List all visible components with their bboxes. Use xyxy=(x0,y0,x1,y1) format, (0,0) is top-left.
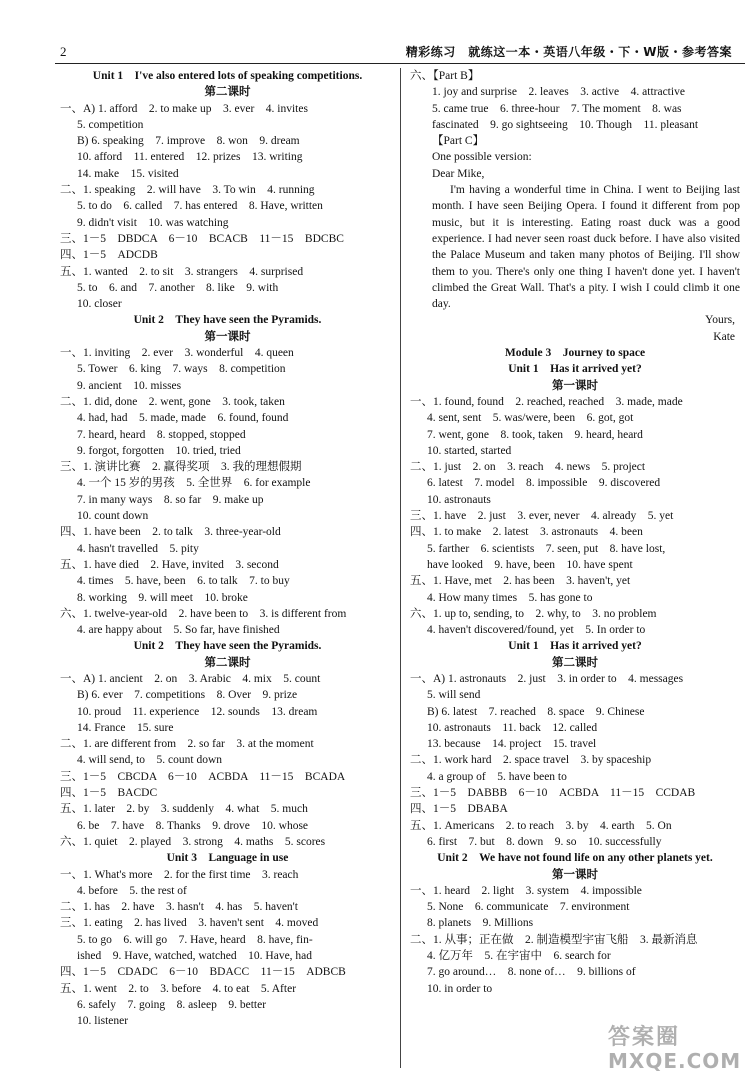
answer-line: 5. to go 6. will go 7. Have, heard 8. have, fin- xyxy=(77,933,313,946)
answer-line: 二、1. speaking 2. will have 3. To win 4. running xyxy=(60,184,315,197)
answer-line: 4. times 5. have, been 6. to talk 7. to buy xyxy=(77,575,290,588)
right-column-top xyxy=(410,68,740,182)
section-heading: Module 3 Journey to space xyxy=(504,347,646,360)
answer-line: 10. closer xyxy=(77,298,122,311)
answer-line: 6. safely 7. going 8. asleep 9. better xyxy=(77,998,267,1011)
answer-line: 8. planets 9. Millions xyxy=(427,917,534,930)
answer-line: 二、1. 从事；正在做 2. 制造模型宇宙飞船 3. 最新消息 xyxy=(410,933,698,946)
answer-line: 4. a group of 5. have been to xyxy=(427,770,567,783)
right-column xyxy=(410,68,740,997)
section-heading: 第一课时 xyxy=(204,330,251,343)
answer-line: 10. started, started xyxy=(427,444,512,457)
answer-line: 6. first 7. but 8. down 9. so 10. successfully xyxy=(427,835,662,848)
section-heading: 第二课时 xyxy=(204,656,251,669)
section-heading: 第一课时 xyxy=(552,868,598,881)
answer-line: 六、1. quiet 2. played 3. strong 4. maths 5. scores xyxy=(60,835,326,848)
answer-line: 一、1. found, found 2. reached, reached 3. made, made xyxy=(410,395,683,408)
letter-body: I'm having a wonderful time in China. I went to Beijing last month. I have seen Beijing Opera. I found it different from pop music, but it is interesting. Eating roast duck was a good experience. I had never seen roast duck before. I have also visited the Palace Museum and taken many photos of Beijing. I'll show them to you. There's only one thing I haven't done yet. I haven't climbed the Great Wall. That's a pity. I wish I could climb it one day. xyxy=(432,184,740,311)
answer-line: 六、1. up to, sending, to 2. why, to 3. no problem xyxy=(410,607,657,620)
answer-line: 三、1－5 CBCDA 6－10 ACBDA 11－15 BCADA xyxy=(60,770,346,783)
answer-line: 五、1. wanted 2. to sit 3. strangers 4. surprised xyxy=(60,265,304,278)
answer-line: 4. haven't discovered/found, yet 5. In order to xyxy=(427,624,646,637)
answer-line: 4. 一个 15 岁的男孩 5. 全世界 6. for example xyxy=(77,477,311,490)
answer-line: 三、1. eating 2. has lived 3. haven't sent 4. moved xyxy=(60,917,319,930)
answer-line: 4. hasn't travelled 5. pity xyxy=(77,542,199,555)
answer-line: have looked 9. have, been 10. have spent xyxy=(427,558,633,571)
answer-line: 6. be 7. have 8. Thanks 9. drove 10. whose xyxy=(77,819,309,832)
answer-line: 5. competition xyxy=(77,118,144,131)
section-heading: Unit 1 Has it arrived yet? xyxy=(508,363,642,376)
page-header xyxy=(0,0,750,66)
answer-line: 二、1. has 2. have 3. hasn't 4. has 5. haven't xyxy=(60,901,298,914)
answer-line: 4. had, had 5. made, made 6. found, found xyxy=(77,412,289,425)
header-rule xyxy=(55,63,745,64)
book-series-title: 精彩练习 就练这一本・英语八年级・下・W版・参考答案 xyxy=(405,45,732,59)
answer-line: 14. France 15. sure xyxy=(77,721,174,734)
answer-line: Dear Mike, xyxy=(432,167,485,180)
answer-line: B) 6. latest 7. reached 8. space 9. Chinese xyxy=(427,705,645,718)
answer-line: 7. heard, heard 8. stopped, stopped xyxy=(77,428,246,441)
letter-signature: Kate xyxy=(713,330,735,343)
section-heading: 第二课时 xyxy=(204,86,251,99)
answer-line: 5. to do 6. called 7. has entered 8. Have, written xyxy=(77,200,323,213)
answer-line: 二、1. work hard 2. space travel 3. by spaceship xyxy=(410,754,652,767)
right-column-bottom xyxy=(410,345,740,997)
letter-closing: Yours, xyxy=(705,314,735,327)
answer-line: 6. latest 7. model 8. impossible 9. discovered xyxy=(427,477,661,490)
answer-line: 四、1－5 ADCDB xyxy=(60,249,158,262)
answer-line: ished 9. Have, watched, watched 10. Have, had xyxy=(77,950,313,963)
answer-line: 14. make 15. visited xyxy=(77,167,179,180)
answer-line: B) 6. ever 7. competitions 8. Over 9. prize xyxy=(77,689,298,702)
answer-line: 五、1. Have, met 2. has been 3. haven't, yet xyxy=(410,575,631,588)
answer-line: 4. before 5. the rest of xyxy=(77,884,187,897)
answer-line: 4. sent, sent 5. was/were, been 6. got, got xyxy=(427,412,634,425)
column-divider xyxy=(400,68,401,1068)
answer-line: 一、1. heard 2. light 3. system 4. impossible xyxy=(410,884,642,897)
answer-line: 二、1. are different from 2. so far 3. at the moment xyxy=(60,738,314,751)
answer-line: 10. astronauts xyxy=(427,493,491,506)
answer-line: 五、1. Americans 2. to reach 3. by 4. earth 5. On xyxy=(410,819,672,832)
answer-line: 4. are happy about 5. So far, have finished xyxy=(77,624,280,637)
answer-line: 三、1. have 2. just 3. ever, never 4. already 5. yet xyxy=(410,510,674,523)
section-heading: Unit 2 We have not found life on any other planets yet. xyxy=(437,852,713,865)
page-number: 2 xyxy=(60,44,67,59)
answer-line: 一、A) 1. ancient 2. on 3. Arabic 4. mix 5. count xyxy=(60,672,321,685)
answer-line: 一、1. inviting 2. ever 3. wonderful 4. queen xyxy=(60,347,294,360)
section-heading: Unit 2 They have seen the Pyramids. xyxy=(133,314,322,327)
left-column xyxy=(60,68,395,1030)
answer-line: 9. didn't visit 10. was watching xyxy=(77,216,229,229)
answer-line: 4. How many times 5. has gone to xyxy=(427,591,593,604)
section-heading: Unit 1 Has it arrived yet? xyxy=(508,640,642,653)
answer-line: B) 6. speaking 7. improve 8. won 9. dream xyxy=(77,135,300,148)
answer-line: 五、1. have died 2. Have, invited 3. second xyxy=(60,558,279,571)
answer-line: 9. ancient 10. misses xyxy=(77,379,182,392)
answer-line: 二、1. did, done 2. went, gone 3. took, taken xyxy=(60,395,285,408)
answer-line: 四、1. have been 2. to talk 3. three-year-old xyxy=(60,526,281,539)
answer-line: 二、1. just 2. on 3. reach 4. news 5. project xyxy=(410,461,646,474)
answer-line: 五、1. later 2. by 3. suddenly 4. what 5. much xyxy=(60,803,308,816)
answer-line: 四、1－5 BACDC xyxy=(60,787,158,800)
answer-line: 7. go around… 8. none of… 9. billions of xyxy=(427,966,636,979)
answer-line: 四、1－5 CDADC 6－10 BDACC 11－15 ADBCB xyxy=(60,966,346,979)
answer-line: 10. astronauts 11. back 12. called xyxy=(427,721,598,734)
answer-line: 10. afford 11. entered 12. prizes 13. writing xyxy=(77,151,303,164)
answer-line: 一、A) 1. astronauts 2. just 3. in order to 4. messages xyxy=(410,672,684,685)
section-heading: Unit 2 They have seen the Pyramids. xyxy=(133,640,322,653)
answer-line: 10. listener xyxy=(77,1015,129,1028)
answer-line: 4. 亿万年 5. 在宇宙中 6. search for xyxy=(427,950,611,963)
answer-line: 六、【Part B】 xyxy=(410,70,480,82)
answer-line: 5. None 6. communicate 7. environment xyxy=(427,901,630,914)
answer-line: 一、1. What's more 2. for the first time 3. reach xyxy=(60,868,299,881)
answer-line: 一、A) 1. afford 2. to make up 3. ever 4. invites xyxy=(60,102,308,115)
answer-line: 三、1－5 DABBB 6－10 ACBDA 11－15 CCDAB xyxy=(410,787,696,800)
answer-line: fascinated 9. go sightseeing 10. Though 11. pleasant xyxy=(432,118,699,131)
watermark-text-bottom: MXQE.COM xyxy=(608,1049,742,1073)
answer-line: One possible version: xyxy=(432,151,532,164)
answer-line: 4. will send, to 5. count down xyxy=(77,754,223,767)
watermark-text-top: 答案圈 xyxy=(608,1025,681,1050)
watermark-logo xyxy=(608,1026,748,1080)
answer-line: 5. came true 6. three-hour 7. The moment 8. was xyxy=(432,102,682,115)
answer-line: 四、1. to make 2. latest 3. astronauts 4. been xyxy=(410,526,643,539)
answer-line: 【Part C】 xyxy=(432,135,485,148)
answer-line: 9. forgot, forgotten 10. tried, tried xyxy=(77,444,241,457)
answer-line: 10. count down xyxy=(77,510,149,523)
answer-line: 5. will send xyxy=(427,689,481,702)
answer-line: 5. to 6. and 7. another 8. like 9. with xyxy=(77,281,279,294)
answer-line: 三、1. 演讲比赛 2. 赢得奖项 3. 我的理想假期 xyxy=(60,461,302,474)
answer-line: 10. proud 11. experience 12. sounds 13. dream xyxy=(77,705,318,718)
answer-line: 1. joy and surprise 2. leaves 3. active 4. attractive xyxy=(432,86,685,99)
answer-line: 五、1. went 2. to 3. before 4. to eat 5. After xyxy=(60,982,297,995)
answer-line: 13. because 14. project 15. travel xyxy=(427,738,597,751)
answer-line: 5. Tower 6. king 7. ways 8. competition xyxy=(77,363,286,376)
answer-line: 四、1－5 DBABA xyxy=(410,803,508,816)
answer-line: 三、1－5 DBDCA 6－10 BCACB 11－15 BDCBC xyxy=(60,232,344,245)
section-heading: 第一课时 xyxy=(552,379,598,392)
answer-line: 7. went, gone 8. took, taken 9. heard, heard xyxy=(427,428,643,441)
answer-line: 10. in order to xyxy=(427,982,493,995)
section-heading: Unit 1 I've also entered lots of speaking competitions. xyxy=(92,70,363,82)
answer-line: 7. in many ways 8. so far 9. make up xyxy=(77,493,264,506)
section-heading: 第二课时 xyxy=(552,656,598,669)
answer-line: 六、1. twelve-year-old 2. have been to 3. is different from xyxy=(60,607,347,620)
section-heading: Unit 3 Language in use xyxy=(166,852,289,865)
answer-line: 5. farther 6. scientists 7. seen, put 8. have lost, xyxy=(427,542,666,555)
answer-line: 8. working 9. will meet 10. broke xyxy=(77,591,248,604)
